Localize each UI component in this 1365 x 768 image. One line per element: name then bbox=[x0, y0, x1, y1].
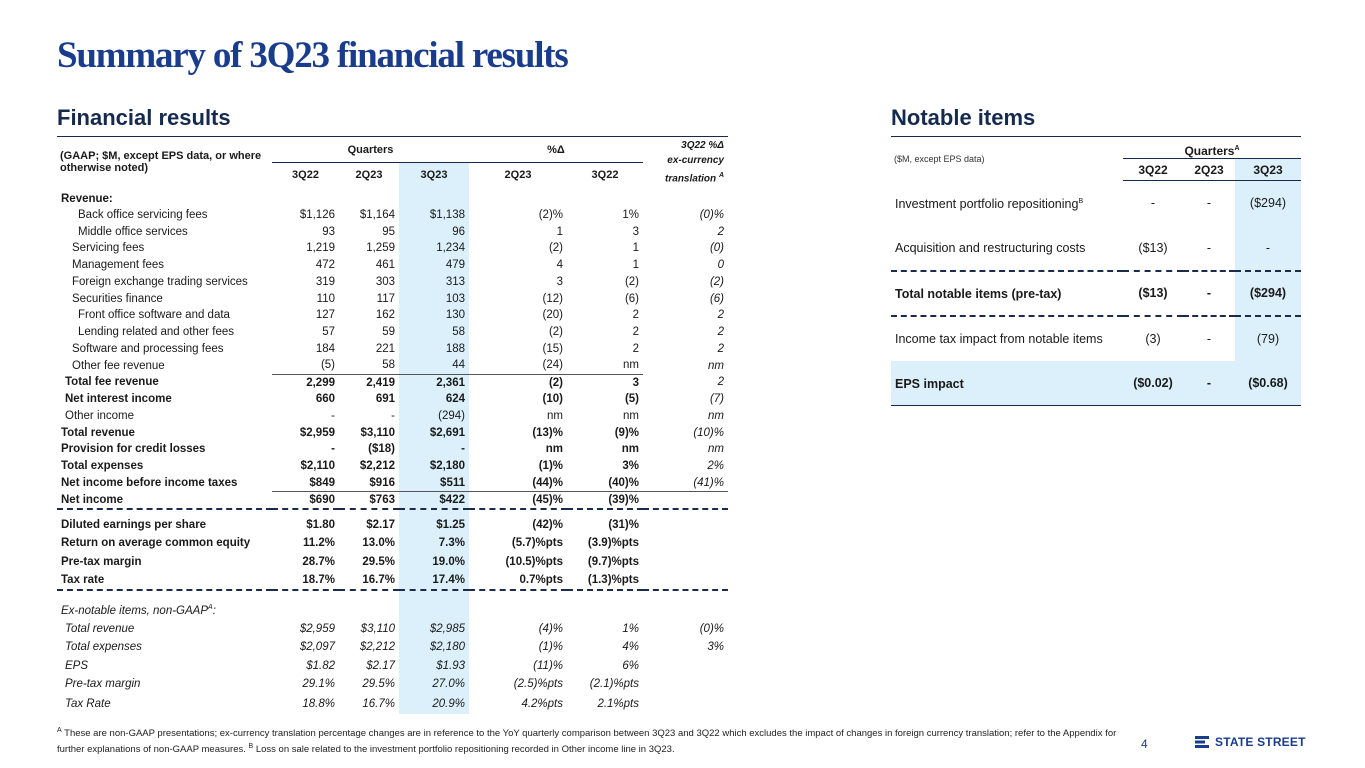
revenue-section-label: Revenue: bbox=[61, 192, 113, 205]
table-row bbox=[57, 441, 728, 458]
metric-value: (31)% bbox=[567, 509, 643, 534]
table-row bbox=[57, 534, 728, 553]
table-row bbox=[57, 408, 728, 425]
row-value: $763 bbox=[369, 493, 395, 506]
state-street-logo-icon bbox=[1194, 734, 1210, 750]
metric-value: 16.7% bbox=[362, 573, 395, 586]
notable-row-value: - bbox=[1183, 271, 1235, 316]
row-value: 188 bbox=[399, 341, 469, 358]
metric-label: Pre-tax margin bbox=[61, 555, 142, 568]
notable-row-value: - bbox=[1150, 196, 1156, 211]
row-value: 3 bbox=[556, 275, 563, 288]
row-value: (13)% bbox=[532, 426, 563, 439]
table-row bbox=[891, 181, 1301, 226]
notable-row-label: Income tax impact from notable items bbox=[891, 316, 1123, 361]
row-label: Middle office services bbox=[78, 225, 188, 238]
row-value: $2,959 bbox=[299, 426, 335, 439]
empty-cell bbox=[567, 187, 643, 207]
row-value: (2) bbox=[548, 242, 563, 255]
row-label: Lending related and other fees bbox=[78, 326, 235, 339]
exnotable-value: $2,959 bbox=[299, 622, 335, 635]
exnotable-label: Pre-tax margin bbox=[65, 678, 141, 691]
notable-row-value: ($13) bbox=[1123, 271, 1183, 316]
exnotable-value bbox=[643, 657, 728, 676]
row-value: 461 bbox=[375, 259, 395, 272]
table-row bbox=[57, 324, 728, 341]
financial-results-heading: Financial results bbox=[57, 105, 231, 130]
empty-cell bbox=[469, 187, 567, 207]
exnotable-value: 27.0% bbox=[399, 675, 469, 694]
row-value: (0) bbox=[709, 242, 724, 255]
notable-row-value: ($294) bbox=[1235, 181, 1301, 226]
row-label: Total fee revenue bbox=[65, 376, 159, 389]
row-value: (5) bbox=[624, 393, 639, 406]
metric-value: 7.3% bbox=[399, 534, 469, 553]
row-value: - bbox=[331, 443, 335, 456]
notable-items-heading: Notable items bbox=[891, 105, 1036, 130]
empty-cell bbox=[643, 590, 728, 620]
exnotable-value: 18.8% bbox=[302, 697, 335, 710]
row-value: nm bbox=[547, 409, 563, 422]
row-value: 1 bbox=[556, 225, 563, 238]
exnotable-value: $2,985 bbox=[399, 620, 469, 639]
table-row bbox=[57, 620, 728, 639]
row-value: 162 bbox=[375, 309, 395, 322]
metric-value bbox=[643, 571, 728, 590]
table-row bbox=[57, 257, 728, 274]
empty-cell bbox=[339, 187, 399, 207]
metric-value: 19.0% bbox=[399, 552, 469, 571]
exnotable-value: $1.82 bbox=[306, 659, 335, 672]
row-value: $2,110 bbox=[300, 460, 335, 473]
table-row bbox=[57, 475, 728, 492]
exnotable-value: (0)% bbox=[699, 622, 724, 635]
row-value: 1,234 bbox=[399, 240, 469, 257]
notable-row-value: ($294) bbox=[1235, 271, 1301, 316]
empty-cell bbox=[272, 187, 339, 207]
row-value: 2 bbox=[717, 376, 724, 389]
metric-label: Tax rate bbox=[61, 573, 105, 586]
col-header-3q22: 3Q22 bbox=[272, 163, 339, 187]
exnotable-value: (11)% bbox=[533, 659, 563, 672]
row-value: 1,219 bbox=[306, 242, 335, 255]
row-value: 691 bbox=[375, 393, 395, 406]
row-value: 2 bbox=[717, 225, 724, 238]
row-value: nm bbox=[545, 443, 563, 456]
row-label: Net income bbox=[61, 493, 123, 506]
metric-label: Diluted earnings per share bbox=[57, 509, 272, 534]
notable-row-label: EPS impact bbox=[891, 361, 1123, 406]
row-value: (15) bbox=[542, 342, 563, 355]
row-label: Net interest income bbox=[65, 393, 172, 406]
metric-value: $1.25 bbox=[399, 509, 469, 534]
metric-value: (1.3)%pts bbox=[587, 573, 639, 586]
financial-table-note: (GAAP; $M, except EPS data, or where otherwise noted) bbox=[60, 149, 262, 174]
exnotable-value: $2,180 bbox=[399, 638, 469, 657]
exnotable-value: 1% bbox=[622, 622, 639, 635]
row-value: nm bbox=[708, 409, 724, 422]
table-row bbox=[57, 240, 728, 257]
exnotable-value: $2.17 bbox=[366, 659, 395, 672]
row-value: 58 bbox=[339, 357, 399, 374]
row-value: 95 bbox=[382, 225, 395, 238]
row-value: (2) bbox=[548, 326, 563, 339]
row-value bbox=[643, 491, 728, 509]
notable-quarters-header: Quarters$^A$ bbox=[1184, 144, 1240, 158]
metric-value: 29.5% bbox=[362, 555, 395, 568]
metric-label: Return on average common equity bbox=[61, 537, 251, 549]
notable-row-label: Total notable items (pre-tax) bbox=[891, 271, 1123, 316]
metric-value: 13.0% bbox=[362, 537, 395, 549]
row-value: $1,138 bbox=[399, 207, 469, 224]
table-row bbox=[57, 391, 728, 408]
row-label: Other fee revenue bbox=[72, 359, 165, 372]
exnotable-label: Total expenses bbox=[65, 641, 142, 654]
notable-row-value: - bbox=[1206, 196, 1212, 211]
empty-cell bbox=[399, 187, 469, 207]
notable-row-label: Acquisition and restructuring costs bbox=[895, 241, 1086, 256]
row-value: 117 bbox=[376, 292, 395, 305]
table-row bbox=[891, 361, 1301, 406]
page-number: 4 bbox=[1141, 737, 1148, 751]
row-value: 4 bbox=[556, 259, 563, 272]
row-value: 0 bbox=[717, 259, 724, 272]
row-value: 2% bbox=[707, 460, 724, 473]
notable-col-3q22: 3Q22 bbox=[1123, 159, 1183, 181]
exnotable-value: $3,110 bbox=[360, 622, 395, 635]
table-row bbox=[57, 694, 728, 714]
quarters-group-header: Quarters bbox=[347, 143, 394, 156]
row-value: $2,691 bbox=[399, 424, 469, 441]
footnote: $^A$ These are non-GAAP presentations; ex-currency translation percentage changes are in reference to the YoY quarterly comparison between 3Q23 and 3Q22 which excludes the impact of changes in foreign currency translation; refer to the Appendix for further explanations of non-GAAP measures. $^B$ Loss on sale related to the investment portfolio repositioning recorded in Other income line in 3Q23. bbox=[57, 727, 1117, 756]
row-value: (294) bbox=[399, 408, 469, 425]
exnotable-value: $2,097 bbox=[299, 641, 335, 654]
row-value: $1,126 bbox=[299, 208, 335, 221]
col-header-pct-2q23: 2Q23 bbox=[469, 163, 567, 187]
exnotable-value: (4)% bbox=[538, 622, 563, 635]
row-value: 313 bbox=[399, 274, 469, 291]
row-value: (45)% bbox=[532, 493, 563, 506]
exnotable-value: 29.5% bbox=[362, 678, 395, 691]
row-value: 472 bbox=[315, 259, 335, 272]
row-label: Net income before income taxes bbox=[61, 476, 238, 489]
notable-row-value: (79) bbox=[1235, 316, 1301, 361]
row-value: nm bbox=[567, 357, 643, 374]
col-header-3q23: 3Q23 bbox=[399, 163, 469, 187]
row-value: (2) bbox=[709, 275, 724, 288]
notable-row-value: - bbox=[1235, 226, 1301, 271]
row-value: 2 bbox=[717, 326, 724, 339]
excurrency-header: 3Q22 %Δ ex-currency translation $^A$ bbox=[665, 139, 724, 184]
row-value: 2,361 bbox=[399, 374, 469, 391]
exnotable-value: $1.93 bbox=[399, 657, 469, 676]
exnotable-value: 4% bbox=[622, 641, 639, 654]
row-value: 57 bbox=[322, 326, 335, 339]
row-value: $511 bbox=[399, 475, 469, 492]
row-label: Total expenses bbox=[61, 460, 144, 473]
row-value: 624 bbox=[399, 391, 469, 408]
notable-row-value: ($0.02) bbox=[1123, 361, 1183, 406]
row-value: (39)% bbox=[608, 493, 639, 506]
row-label: Software and processing fees bbox=[72, 342, 224, 355]
metric-value: 18.7% bbox=[302, 573, 335, 586]
row-value: $2,180 bbox=[399, 458, 469, 475]
row-value: nm bbox=[621, 443, 639, 456]
exnotable-value: $2,212 bbox=[359, 641, 395, 654]
table-row bbox=[57, 207, 728, 224]
row-value: 130 bbox=[399, 307, 469, 324]
table-row bbox=[57, 341, 728, 358]
row-value: (10) bbox=[542, 393, 563, 406]
notable-col-3q23: 3Q23 bbox=[1235, 159, 1301, 181]
row-value: $2,212 bbox=[359, 460, 395, 473]
row-label: Servicing fees bbox=[72, 242, 145, 255]
empty-cell bbox=[567, 590, 643, 620]
exnotable-value: 4.2%pts bbox=[521, 697, 563, 710]
col-header-pct-3q22: 3Q22 bbox=[567, 163, 643, 187]
row-value: (24) bbox=[469, 357, 567, 374]
row-value: 96 bbox=[399, 223, 469, 240]
notable-col-2q23: 2Q23 bbox=[1183, 159, 1235, 181]
metric-value bbox=[643, 552, 728, 571]
row-value: ($18) bbox=[368, 443, 395, 456]
row-value: 2,299 bbox=[306, 376, 335, 389]
metric-value: 17.4% bbox=[399, 571, 469, 590]
table-row bbox=[891, 271, 1301, 316]
row-value: 1,259 bbox=[366, 242, 395, 255]
row-value: (20) bbox=[542, 309, 563, 322]
row-label: Front office software and data bbox=[78, 309, 230, 322]
row-value: $1,164 bbox=[359, 208, 395, 221]
row-value: 93 bbox=[322, 225, 335, 238]
metric-value: $1.80 bbox=[272, 509, 339, 534]
table-row bbox=[57, 374, 728, 391]
row-value: (6) bbox=[624, 292, 639, 305]
page-title: Summary of 3Q23 financial results bbox=[57, 35, 568, 76]
row-value: (40)% bbox=[567, 475, 643, 492]
table-row bbox=[57, 187, 728, 207]
row-value: 660 bbox=[315, 393, 335, 406]
row-label: Securities finance bbox=[72, 292, 163, 305]
row-value: (9)% bbox=[614, 426, 639, 439]
exnotable-value: (1)% bbox=[538, 641, 563, 654]
row-value: (6) bbox=[709, 292, 724, 305]
notable-row-value: ($0.68) bbox=[1235, 361, 1301, 406]
row-value: 1% bbox=[622, 208, 639, 221]
row-value: 3% bbox=[622, 460, 639, 473]
exnotable-value: 29.1% bbox=[302, 678, 335, 691]
metric-value: 11.2% bbox=[303, 537, 335, 549]
financial-results-table bbox=[57, 136, 728, 714]
row-value: $690 bbox=[309, 493, 335, 506]
row-value: (10)% bbox=[693, 426, 724, 439]
row-label: Other income bbox=[65, 409, 135, 422]
notable-row-label: Investment portfolio repositioning$^B$ bbox=[895, 197, 1084, 212]
row-value: 3 bbox=[632, 225, 639, 238]
row-value: nm bbox=[708, 359, 724, 372]
state-street-logo bbox=[1194, 734, 1306, 750]
row-value: 2 bbox=[632, 309, 639, 322]
table-row bbox=[57, 307, 728, 324]
row-value: nm bbox=[623, 409, 639, 422]
metric-value: $2.17 bbox=[339, 509, 399, 534]
row-value: 221 bbox=[375, 342, 395, 355]
table-row bbox=[57, 491, 728, 509]
table-row bbox=[891, 316, 1301, 361]
row-label: Total revenue bbox=[61, 426, 135, 439]
table-row bbox=[57, 571, 728, 590]
row-value: nm bbox=[708, 443, 724, 456]
metric-value: (42)% bbox=[469, 509, 567, 534]
empty-cell bbox=[469, 590, 567, 620]
exnotable-section-label: Ex-notable items, non-$GAAP^A$: bbox=[57, 590, 272, 620]
exnotable-label: EPS bbox=[65, 659, 89, 672]
metric-value: (10.5)%pts bbox=[505, 555, 563, 568]
row-value: (0)% bbox=[699, 208, 724, 221]
table-row bbox=[57, 290, 728, 307]
metric-value: 28.7% bbox=[302, 555, 335, 568]
row-value: 3 bbox=[632, 376, 639, 389]
row-label: Management fees bbox=[72, 259, 165, 272]
row-value: 59 bbox=[382, 326, 395, 339]
row-value: $3,110 bbox=[360, 426, 395, 439]
row-label: Provision for credit losses bbox=[61, 443, 206, 456]
col-header-2q23: 2Q23 bbox=[339, 163, 399, 187]
row-value: (2) bbox=[624, 275, 639, 288]
row-value: 2 bbox=[632, 342, 639, 355]
row-value: (41)% bbox=[643, 475, 728, 492]
table-row bbox=[57, 638, 728, 657]
notable-row-value: - bbox=[1206, 240, 1212, 255]
table-row bbox=[891, 226, 1301, 271]
exnotable-label: Total revenue bbox=[65, 622, 135, 635]
notable-items-table bbox=[891, 136, 1301, 406]
exnotable-value: 6% bbox=[622, 659, 639, 672]
table-row bbox=[57, 590, 728, 620]
empty-cell bbox=[399, 590, 469, 620]
exnotable-value bbox=[643, 694, 728, 714]
empty-cell bbox=[643, 187, 728, 207]
table-row bbox=[57, 223, 728, 240]
row-value: $849 bbox=[272, 475, 339, 492]
row-value: - bbox=[331, 409, 335, 422]
metric-value: (9.7)%pts bbox=[587, 555, 639, 568]
row-value: 103 bbox=[399, 290, 469, 307]
row-value: 1 bbox=[632, 259, 639, 272]
row-value: 127 bbox=[315, 309, 335, 322]
row-value: 319 bbox=[315, 275, 335, 288]
empty-cell bbox=[339, 590, 399, 620]
exnotable-label: Tax Rate bbox=[65, 697, 111, 710]
row-value: 58 bbox=[399, 324, 469, 341]
row-value: (2) bbox=[548, 376, 563, 389]
table-row bbox=[57, 657, 728, 676]
row-value: 2 bbox=[632, 326, 639, 339]
table-row bbox=[57, 274, 728, 291]
table-row bbox=[57, 675, 728, 694]
row-value: (5) bbox=[272, 357, 339, 374]
row-value: 303 bbox=[375, 275, 395, 288]
table-row bbox=[57, 552, 728, 571]
notable-table-note: ($M, except EPS data) bbox=[894, 153, 985, 164]
table-row bbox=[57, 357, 728, 374]
row-value: (2)% bbox=[538, 208, 563, 221]
row-value: - bbox=[399, 441, 469, 458]
metric-value: 0.7%pts bbox=[519, 573, 563, 586]
row-value: (1)% bbox=[538, 460, 563, 473]
empty-cell bbox=[272, 590, 339, 620]
notable-row-value: (3) bbox=[1123, 316, 1183, 361]
row-value: 1 bbox=[632, 242, 639, 255]
row-value: 44 bbox=[399, 357, 469, 374]
row-value: $916 bbox=[339, 475, 399, 492]
metric-value bbox=[643, 509, 728, 534]
row-value: 479 bbox=[399, 257, 469, 274]
row-value: (12) bbox=[542, 292, 563, 305]
pct-change-group-header: %Δ bbox=[547, 143, 565, 156]
exnotable-value: 20.9% bbox=[399, 694, 469, 714]
metric-value: (3.9)%pts bbox=[587, 537, 639, 549]
metric-value bbox=[643, 534, 728, 553]
exnotable-value: 3% bbox=[707, 641, 724, 654]
table-row bbox=[57, 509, 728, 534]
notable-row-value: - bbox=[1183, 316, 1235, 361]
row-value: 2 bbox=[717, 309, 724, 322]
logo-text: STATE STREET bbox=[1215, 735, 1306, 749]
row-value: (7) bbox=[709, 393, 724, 406]
exnotable-value: (2.5)%pts bbox=[513, 678, 563, 691]
exnotable-value bbox=[643, 675, 728, 694]
row-value: (44)% bbox=[469, 475, 567, 492]
row-label: Back office servicing fees bbox=[78, 208, 208, 221]
row-value: 2 bbox=[717, 342, 724, 355]
exnotable-value: 2.1%pts bbox=[597, 697, 639, 710]
notable-row-value: ($13) bbox=[1138, 240, 1168, 255]
exnotable-value: 16.7% bbox=[362, 697, 395, 710]
notable-row-value: - bbox=[1183, 361, 1235, 406]
table-row bbox=[57, 458, 728, 475]
metric-value: (5.7)%pts bbox=[511, 537, 563, 549]
row-value: 184 bbox=[315, 342, 335, 355]
row-value: 2,419 bbox=[366, 376, 395, 389]
row-value: - bbox=[391, 409, 395, 422]
row-label: Foreign exchange trading services bbox=[72, 275, 248, 288]
table-row bbox=[57, 424, 728, 441]
exnotable-value: (2.1)%pts bbox=[589, 678, 639, 691]
row-value: 110 bbox=[316, 292, 335, 305]
row-value: $422 bbox=[399, 491, 469, 509]
